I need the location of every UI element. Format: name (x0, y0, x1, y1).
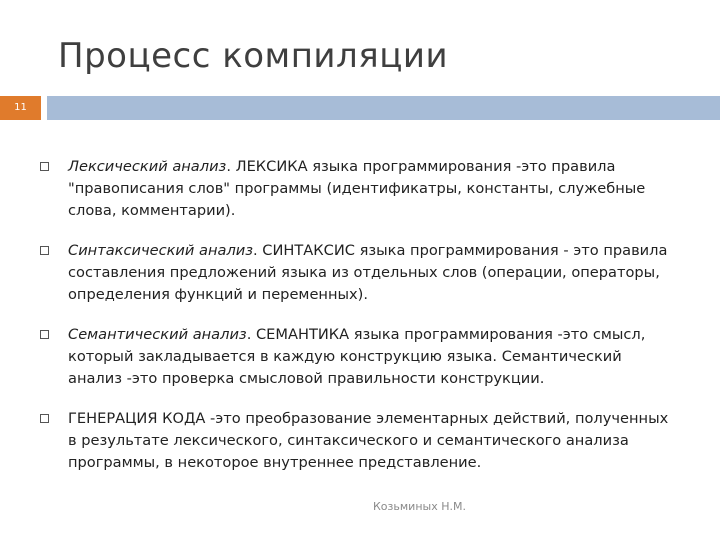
bullet-item-lexical (40, 156, 680, 222)
bullet-text: ГЕНЕРАЦИЯ КОДА -это преобразование элементарных действий, полученных в результате лексического, синтаксического и семантического анализа программы, в некоторое внутреннее представление. (68, 410, 669, 471)
bullet-text: . СЕМАНТИКА языка программирования -это смысл, который закладывается в каждую конструкцию языка. Семантический анализ -это проверка смысловой правильности конструкции. (68, 326, 646, 387)
bullet-text: . ЛЕКСИКА языка программирования -это правила "правописания слов" программы (идентификатры, константы, служебные слова, комментарии). (68, 158, 646, 219)
bullet-item-semantic (40, 324, 680, 390)
bullet-term: Семантический анализ (68, 326, 247, 343)
bullet-term: Синтаксический анализ (68, 242, 254, 259)
bullet-list (40, 156, 680, 492)
header-band (47, 96, 720, 120)
square-bullet-icon (40, 162, 49, 171)
bullet-item-syntax (40, 240, 680, 306)
bullet-item-codegen (40, 408, 680, 474)
square-bullet-icon (40, 414, 49, 423)
slide-title: Процесс компиляции (58, 36, 449, 76)
square-bullet-icon (40, 330, 49, 339)
footer-author: Козьминых Н.М. (373, 500, 466, 513)
bullet-term: Лексический анализ (68, 158, 227, 175)
square-bullet-icon (40, 246, 49, 255)
slide-number: 11 (14, 102, 27, 113)
bullet-text: . СИНТАКСИС языка программирования - это правила составления предложений языка из отдельных слов (операции, операторы, определения функций и переменных). (68, 242, 668, 303)
